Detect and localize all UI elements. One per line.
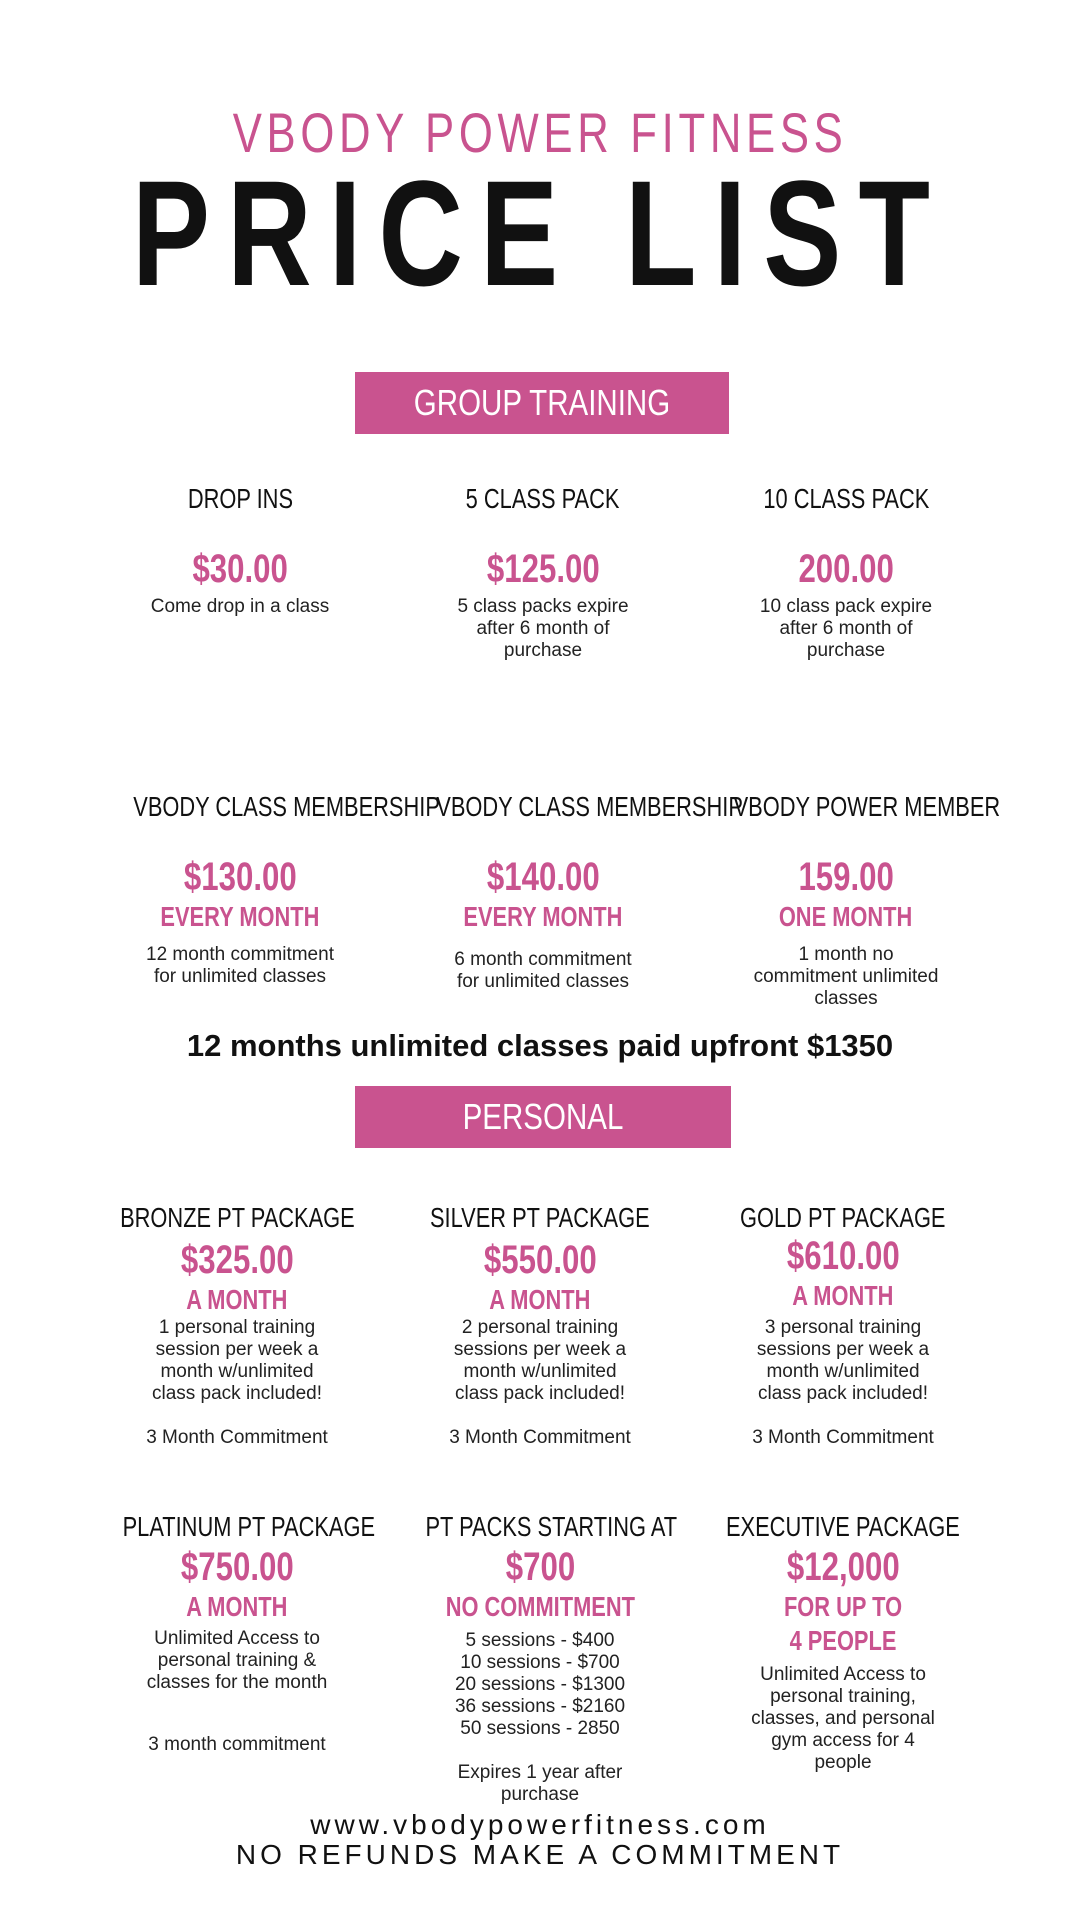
item-description: Come drop in a class — [150, 596, 330, 617]
item-price: $700 — [505, 1545, 575, 1589]
page-title: PRICE LIST — [132, 149, 948, 317]
item-price: $125.00 — [486, 547, 600, 591]
drop-ins-item — [90, 482, 390, 618]
item-description: 10 class pack expire after 6 month of purchase — [759, 596, 933, 661]
item-commitment: 3 Month Commitment — [146, 1427, 328, 1448]
item-name: DROP INS — [187, 483, 293, 514]
ten-class-pack-item — [696, 482, 996, 662]
item-name: VBODY CLASS MEMBERSHIP — [133, 791, 440, 822]
power-member-item — [696, 790, 1001, 1010]
item-description: 5 sessions - $400 10 sessions - $700 20 sessions - $1300 36 sessions - $2160 50 sessions - 2850 — [454, 1630, 626, 1739]
item-price: $130.00 — [183, 855, 297, 899]
item-price: $610.00 — [786, 1234, 900, 1278]
item-frequency: FOR UP TO 4 PEOPLE — [783, 1591, 903, 1656]
item-commitment: 3 Month Commitment — [752, 1427, 934, 1448]
bronze-pt-item — [87, 1201, 387, 1449]
personal-training-header: PERSONAL TRAINING RATES — [355, 1086, 731, 1148]
item-frequency: A MONTH — [186, 1591, 288, 1622]
five-class-pack-item — [393, 482, 693, 662]
item-name: GOLD PT PACKAGE — [740, 1202, 946, 1233]
item-commitment: 3 month commitment — [148, 1734, 326, 1755]
item-name: BRONZE PT PACKAGE — [120, 1202, 355, 1233]
item-description: 5 class packs expire after 6 month of purchase — [457, 596, 629, 661]
item-price: $325.00 — [180, 1238, 294, 1282]
class-membership-12-item — [90, 790, 440, 988]
item-name: VBODY CLASS MEMBERSHIP — [436, 791, 743, 822]
silver-pt-item — [390, 1201, 690, 1449]
upfront-offer: 12 months unlimited classes paid upfront $1350 — [186, 1028, 894, 1063]
item-name: VBODY POWER MEMBER — [733, 791, 1001, 822]
item-frequency: A MONTH — [792, 1280, 894, 1311]
item-description: Unlimited Access to personal training, classes, and personal gym access for 4 people — [751, 1664, 935, 1773]
refund-policy-note: NO REFUNDS MAKE A COMMITMENT — [235, 1839, 845, 1870]
item-description: 1 month no commitment unlimited classes — [753, 944, 939, 1009]
item-name: PT PACKS STARTING AT — [425, 1511, 678, 1542]
executive-package-item — [693, 1510, 993, 1774]
item-description: 1 personal training session per week a month w/unlimited class pack included! — [151, 1317, 323, 1404]
item-price: $140.00 — [486, 855, 600, 899]
item-commitment: Expires 1 year after purchase — [457, 1762, 623, 1805]
item-name: PLATINUM PT PACKAGE — [122, 1511, 376, 1542]
item-price: $30.00 — [192, 547, 288, 591]
gold-pt-item — [693, 1201, 993, 1449]
item-name: SILVER PT PACKAGE — [430, 1202, 650, 1233]
item-commitment: 3 Month Commitment — [449, 1427, 631, 1448]
item-frequency: ONE MONTH — [779, 901, 913, 932]
item-name: 5 CLASS PACK — [466, 483, 620, 514]
group-training-header: GROUP TRAINING RATES — [355, 372, 729, 434]
item-frequency: EVERY MONTH — [463, 901, 623, 932]
item-price: 200.00 — [798, 547, 894, 591]
class-membership-6-item — [393, 790, 743, 993]
item-price: 159.00 — [798, 855, 894, 899]
item-price: $550.00 — [483, 1238, 597, 1282]
item-frequency: A MONTH — [186, 1284, 288, 1315]
item-description: Unlimited Access to personal training & classes for the month — [146, 1628, 328, 1693]
item-price: $750.00 — [180, 1545, 294, 1589]
item-frequency: A MONTH — [489, 1284, 591, 1315]
item-description: 6 month commitment for unlimited classes — [454, 949, 632, 992]
item-name: EXECUTIVE PACKAGE — [726, 1511, 960, 1542]
item-description: 12 month commitment for unlimited classes — [146, 944, 334, 987]
item-price: $12,000 — [786, 1545, 900, 1589]
item-name: 10 CLASS PACK — [763, 483, 929, 514]
pt-packs-item — [390, 1510, 690, 1806]
website-link[interactable]: www.vbodypowerfitness.com — [310, 1809, 770, 1840]
item-description: 2 personal training sessions per week a month w/unlimited class pack included! — [453, 1317, 627, 1404]
item-frequency: NO COMMITMENT — [445, 1591, 635, 1622]
platinum-pt-item — [87, 1510, 387, 1756]
item-description: 3 personal training sessions per week a month w/unlimited class pack included! — [756, 1317, 930, 1404]
item-frequency: EVERY MONTH — [160, 901, 320, 932]
brand-name: VBODY POWER FITNESS — [232, 101, 848, 164]
